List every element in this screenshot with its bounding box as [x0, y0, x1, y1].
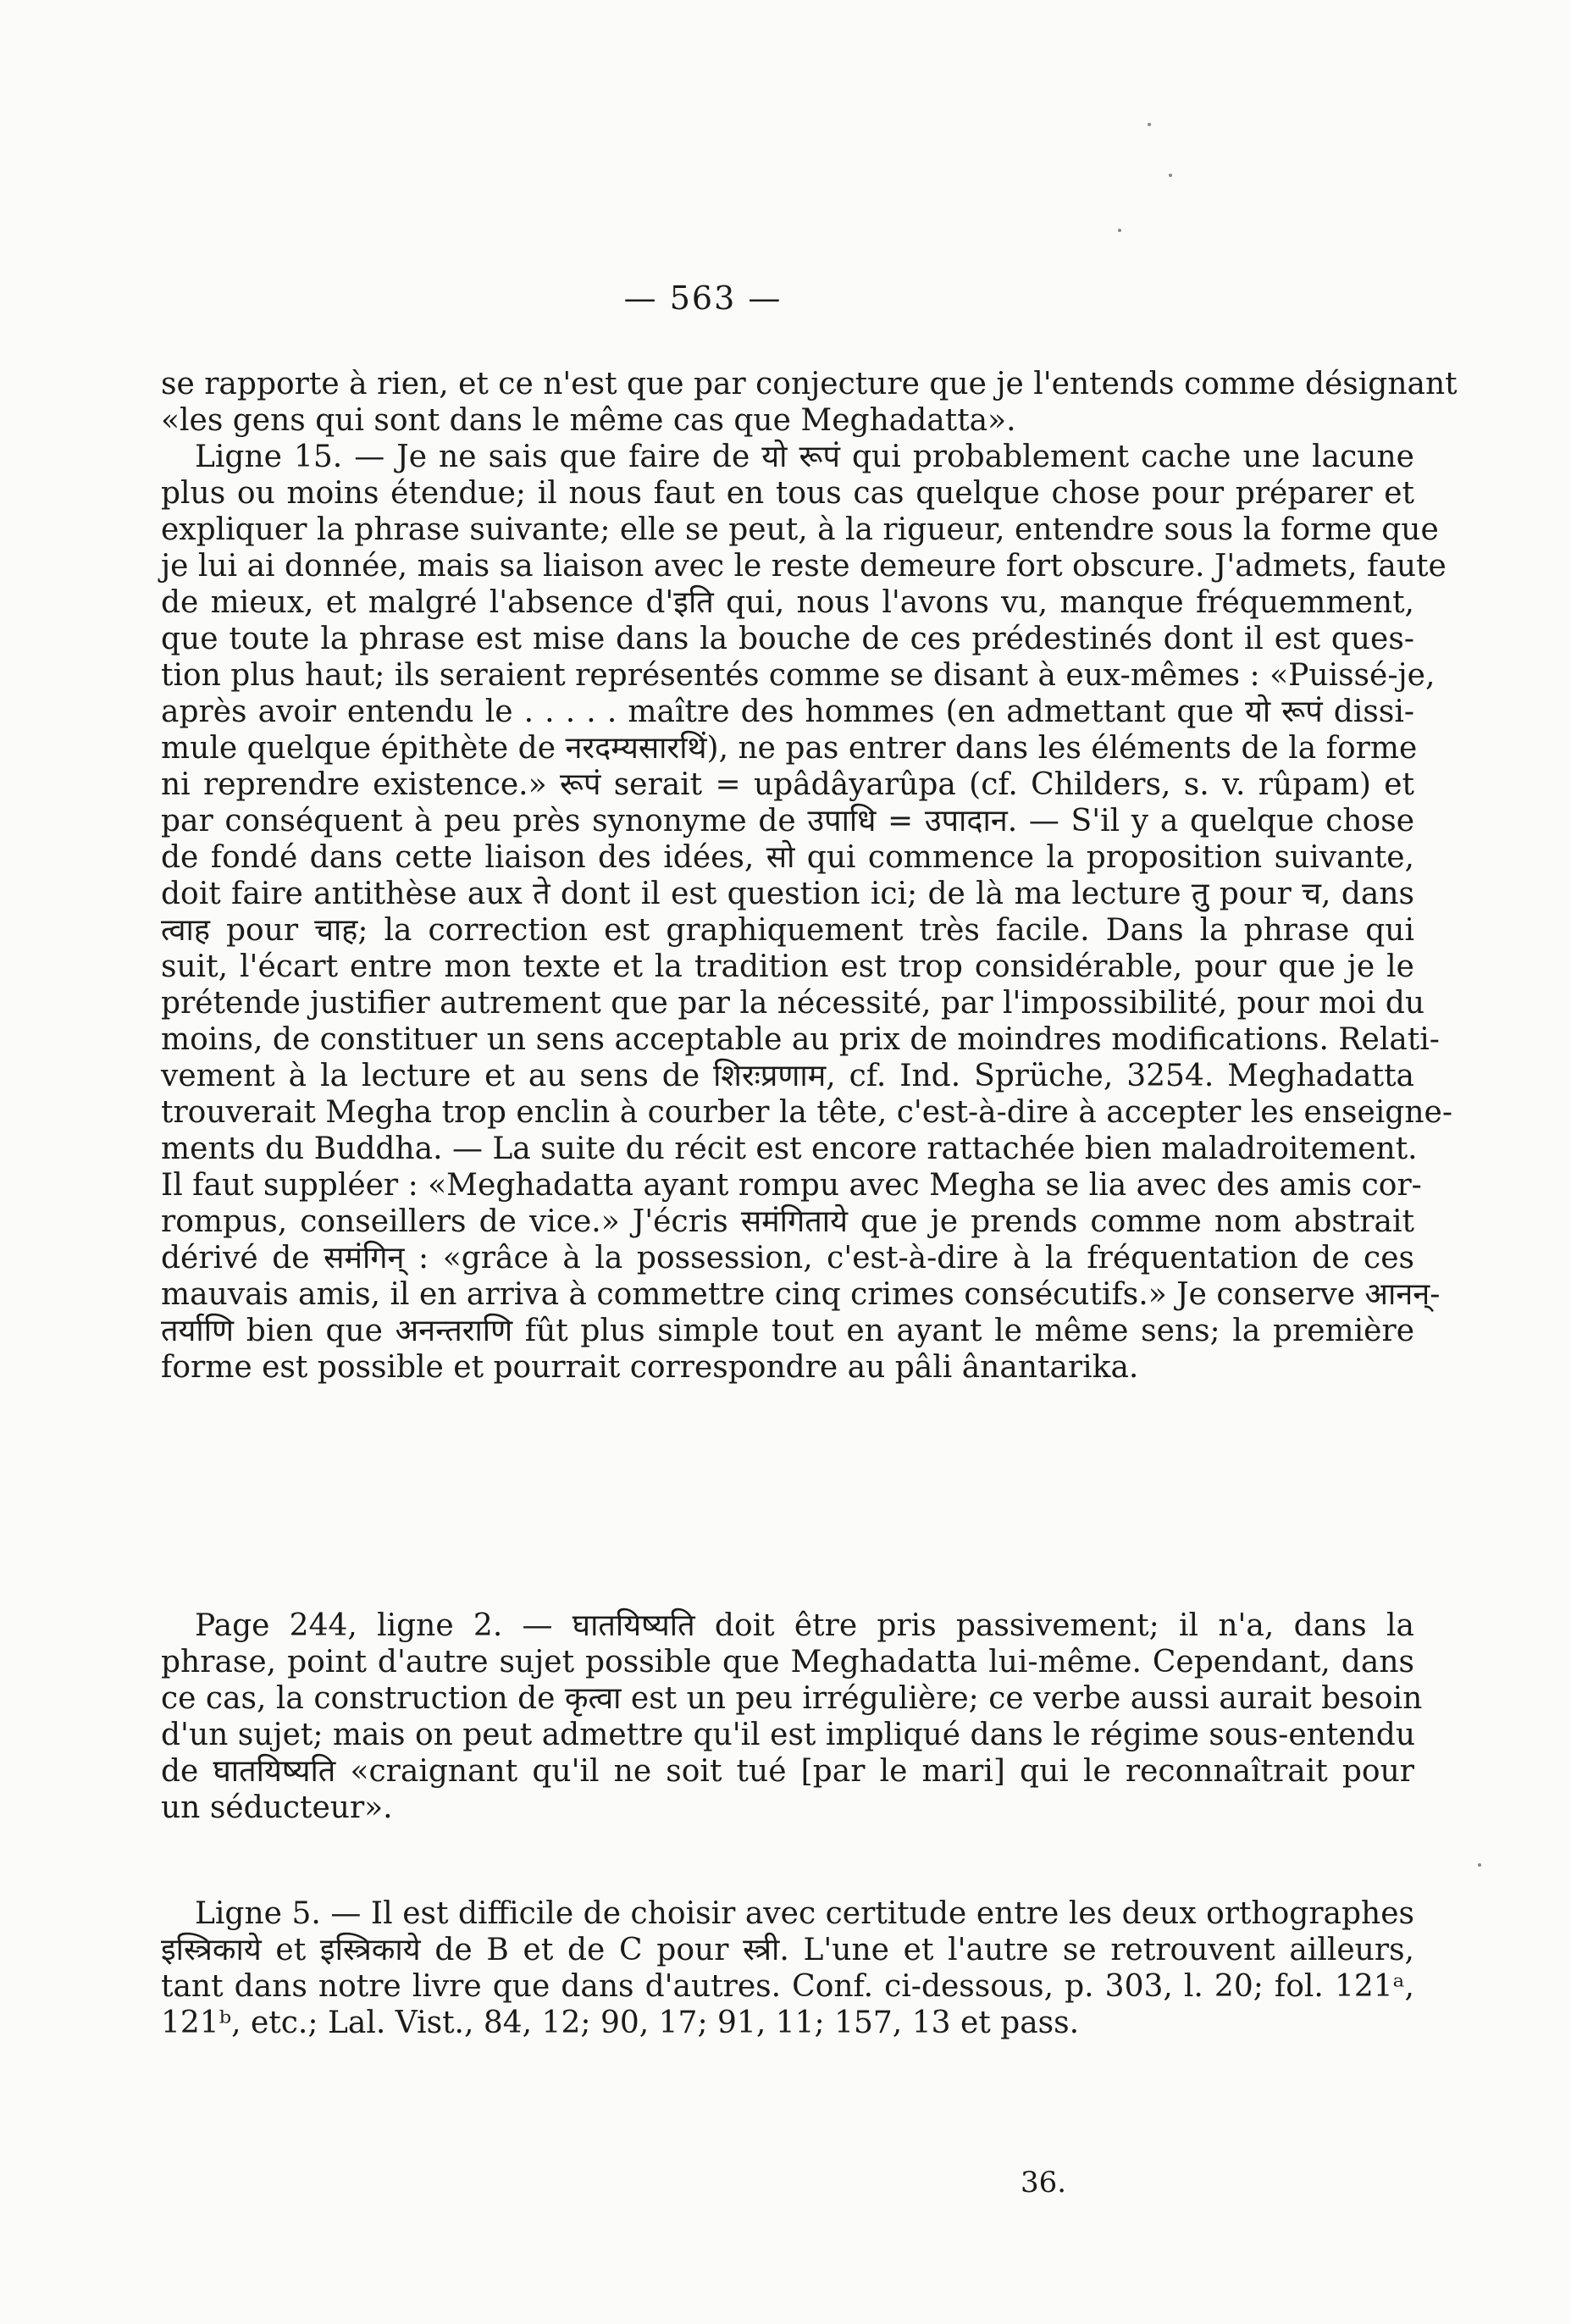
text-line: ni reprendre existence.» रूपं serait = upâdâyarûpa (cf. Childers, s. v. rûpam) et [161, 767, 1414, 802]
text-line: Il faut suppléer : «Meghadatta ayant rompu avec Megha se lia avec des amis cor- [161, 1168, 1422, 1203]
text-line: dérivé de समंगिन् : «grâce à la possession, c'est-à-dire à la fréquentation de ces [161, 1241, 1414, 1275]
paragraph-ligne-5 [161, 1895, 1414, 2041]
paragraph-page-244 [161, 1607, 1423, 1826]
text-line: तर्याणि bien que अनन्तराणि fût plus simple tout en ayant le même sens; la première [161, 1314, 1414, 1348]
text-line: je lui ai donnée, mais sa liaison avec le reste demeure fort obscure. J'admets, faute [161, 549, 1447, 584]
scan-speck [1169, 174, 1172, 177]
text-line: tion plus haut; ils seraient représentés comme se disant à eux-mêmes : «Puissé-je, [161, 658, 1435, 693]
scan-speck [1478, 1863, 1481, 1867]
text-line: un séducteur». [161, 1790, 393, 1825]
scan-speck [1118, 229, 1121, 232]
page-number: — 563 — [623, 279, 783, 317]
text-line: tant dans notre livre que dans d'autres. Conf. ci-dessous, p. 303, l. 20; fol. 121ᵃ, [161, 1969, 1414, 2004]
text-line: 121ᵇ, etc.; Lal. Vist., 84, 12; 90, 17; 91, 11; 157, 13 et pass. [161, 2006, 1080, 2040]
text-line: moins, de constituer un sens acceptable au prix de moindres modifications. Relati- [161, 1022, 1440, 1057]
text-line: trouverait Megha trop enclin à courber la tête, c'est-à-dire à accepter les enseigne- [161, 1095, 1453, 1130]
text-line: phrase, point d'autre sujet possible que Meghadatta lui-même. Cependant, dans [161, 1645, 1414, 1679]
text-line: «les gens qui sont dans le même cas que Meghadatta». [161, 403, 1016, 438]
text-line: après avoir entendu le . . . . . maître des hommes (en admettant que यो रूपं dissi- [161, 694, 1414, 729]
text-line: त्वाह pour चाह; la correction est graphiquement très facile. Dans la phrase qui [161, 913, 1414, 948]
text-line: par conséquent à peu près synonyme de उपाधि = उपादान. — S'il y a quelque chose [161, 804, 1414, 838]
paragraph-notes-ligne-15 [161, 366, 1458, 1386]
text-line: mauvais amis, il en arriva à commettre cinq crimes consécutifs.» Je conserve आनन्- [161, 1277, 1441, 1312]
text-line: se rapporte à rien, et ce n'est que par conjecture que je l'entends comme désignant [161, 367, 1458, 401]
text-line: que toute la phrase est mise dans la bouche de ces prédestinés dont il est ques- [161, 622, 1414, 656]
text-line: ments du Buddha. — La suite du récit est encore rattachée bien maladroitement. [161, 1132, 1418, 1166]
signature-mark: 36. [1021, 2166, 1067, 2200]
text-line: de mieux, et malgré l'absence d'इति qui, nous l'avons vu, manque fréquemment, [161, 585, 1414, 620]
text-line: plus ou moins étendue; il nous faut en tous cas quelque chose pour préparer et [161, 476, 1414, 511]
text-line: vement à la lecture et au sens de शिरःप्रणाम, cf. Ind. Sprüche, 3254. Meghadatta [161, 1059, 1414, 1093]
scan-speck [1148, 123, 1151, 126]
text-line: Ligne 5. — Il est difficile de choisir avec certitude entre les deux orthographes [195, 1896, 1414, 1931]
text-line: suit, l'écart entre mon texte et la tradition est trop considérable, pour que je le [161, 949, 1414, 984]
text-line: doit faire antithèse aux ते dont il est question ici; de là ma lecture तु pour च, dans [161, 877, 1414, 911]
text-line: prétende justifier autrement que par la nécessité, par l'impossibilité, pour moi du [161, 986, 1425, 1021]
text-line: rompus, conseillers de vice.» J'écris समंगिताये que je prends comme nom abstrait [161, 1204, 1414, 1239]
text-line: Page 244, ligne 2. — घातयिष्यति doit être pris passivement; il n'a, dans la [195, 1608, 1414, 1643]
text-line: Ligne 15. — Je ne sais que faire de यो रूपं qui probablement cache une lacune [195, 440, 1414, 474]
text-line: ce cas, la construction de कृत्वा est un peu irrégulière; ce verbe aussi aurait besoin [161, 1681, 1423, 1716]
text-line: d'un sujet; mais on peut admettre qu'il est impliqué dans le régime sous-entendu [161, 1718, 1416, 1752]
text-line: इस्त्रिकाये et इस्त्रिकाये de B et de C pour स्त्री. L'une et l'autre se retrouvent ailleurs, [161, 1933, 1414, 1967]
text-line: de fondé dans cette liaison des idées, सो qui commence la proposition suivante, [161, 840, 1414, 875]
text-line: expliquer la phrase suivante; elle se peut, à la rigueur, entendre sous la forme que [161, 512, 1439, 547]
text-line: forme est possible et pourrait correspondre au pâli ânantarika. [161, 1350, 1139, 1385]
text-line: mule quelque épithète de नरदम्यसारथिं), ne pas entrer dans les éléments de la forme [161, 731, 1418, 766]
text-line: de घातयिष्यति «craignant qu'il ne soit tué [par le mari] qui le reconnaîtrait pour [161, 1754, 1414, 1789]
